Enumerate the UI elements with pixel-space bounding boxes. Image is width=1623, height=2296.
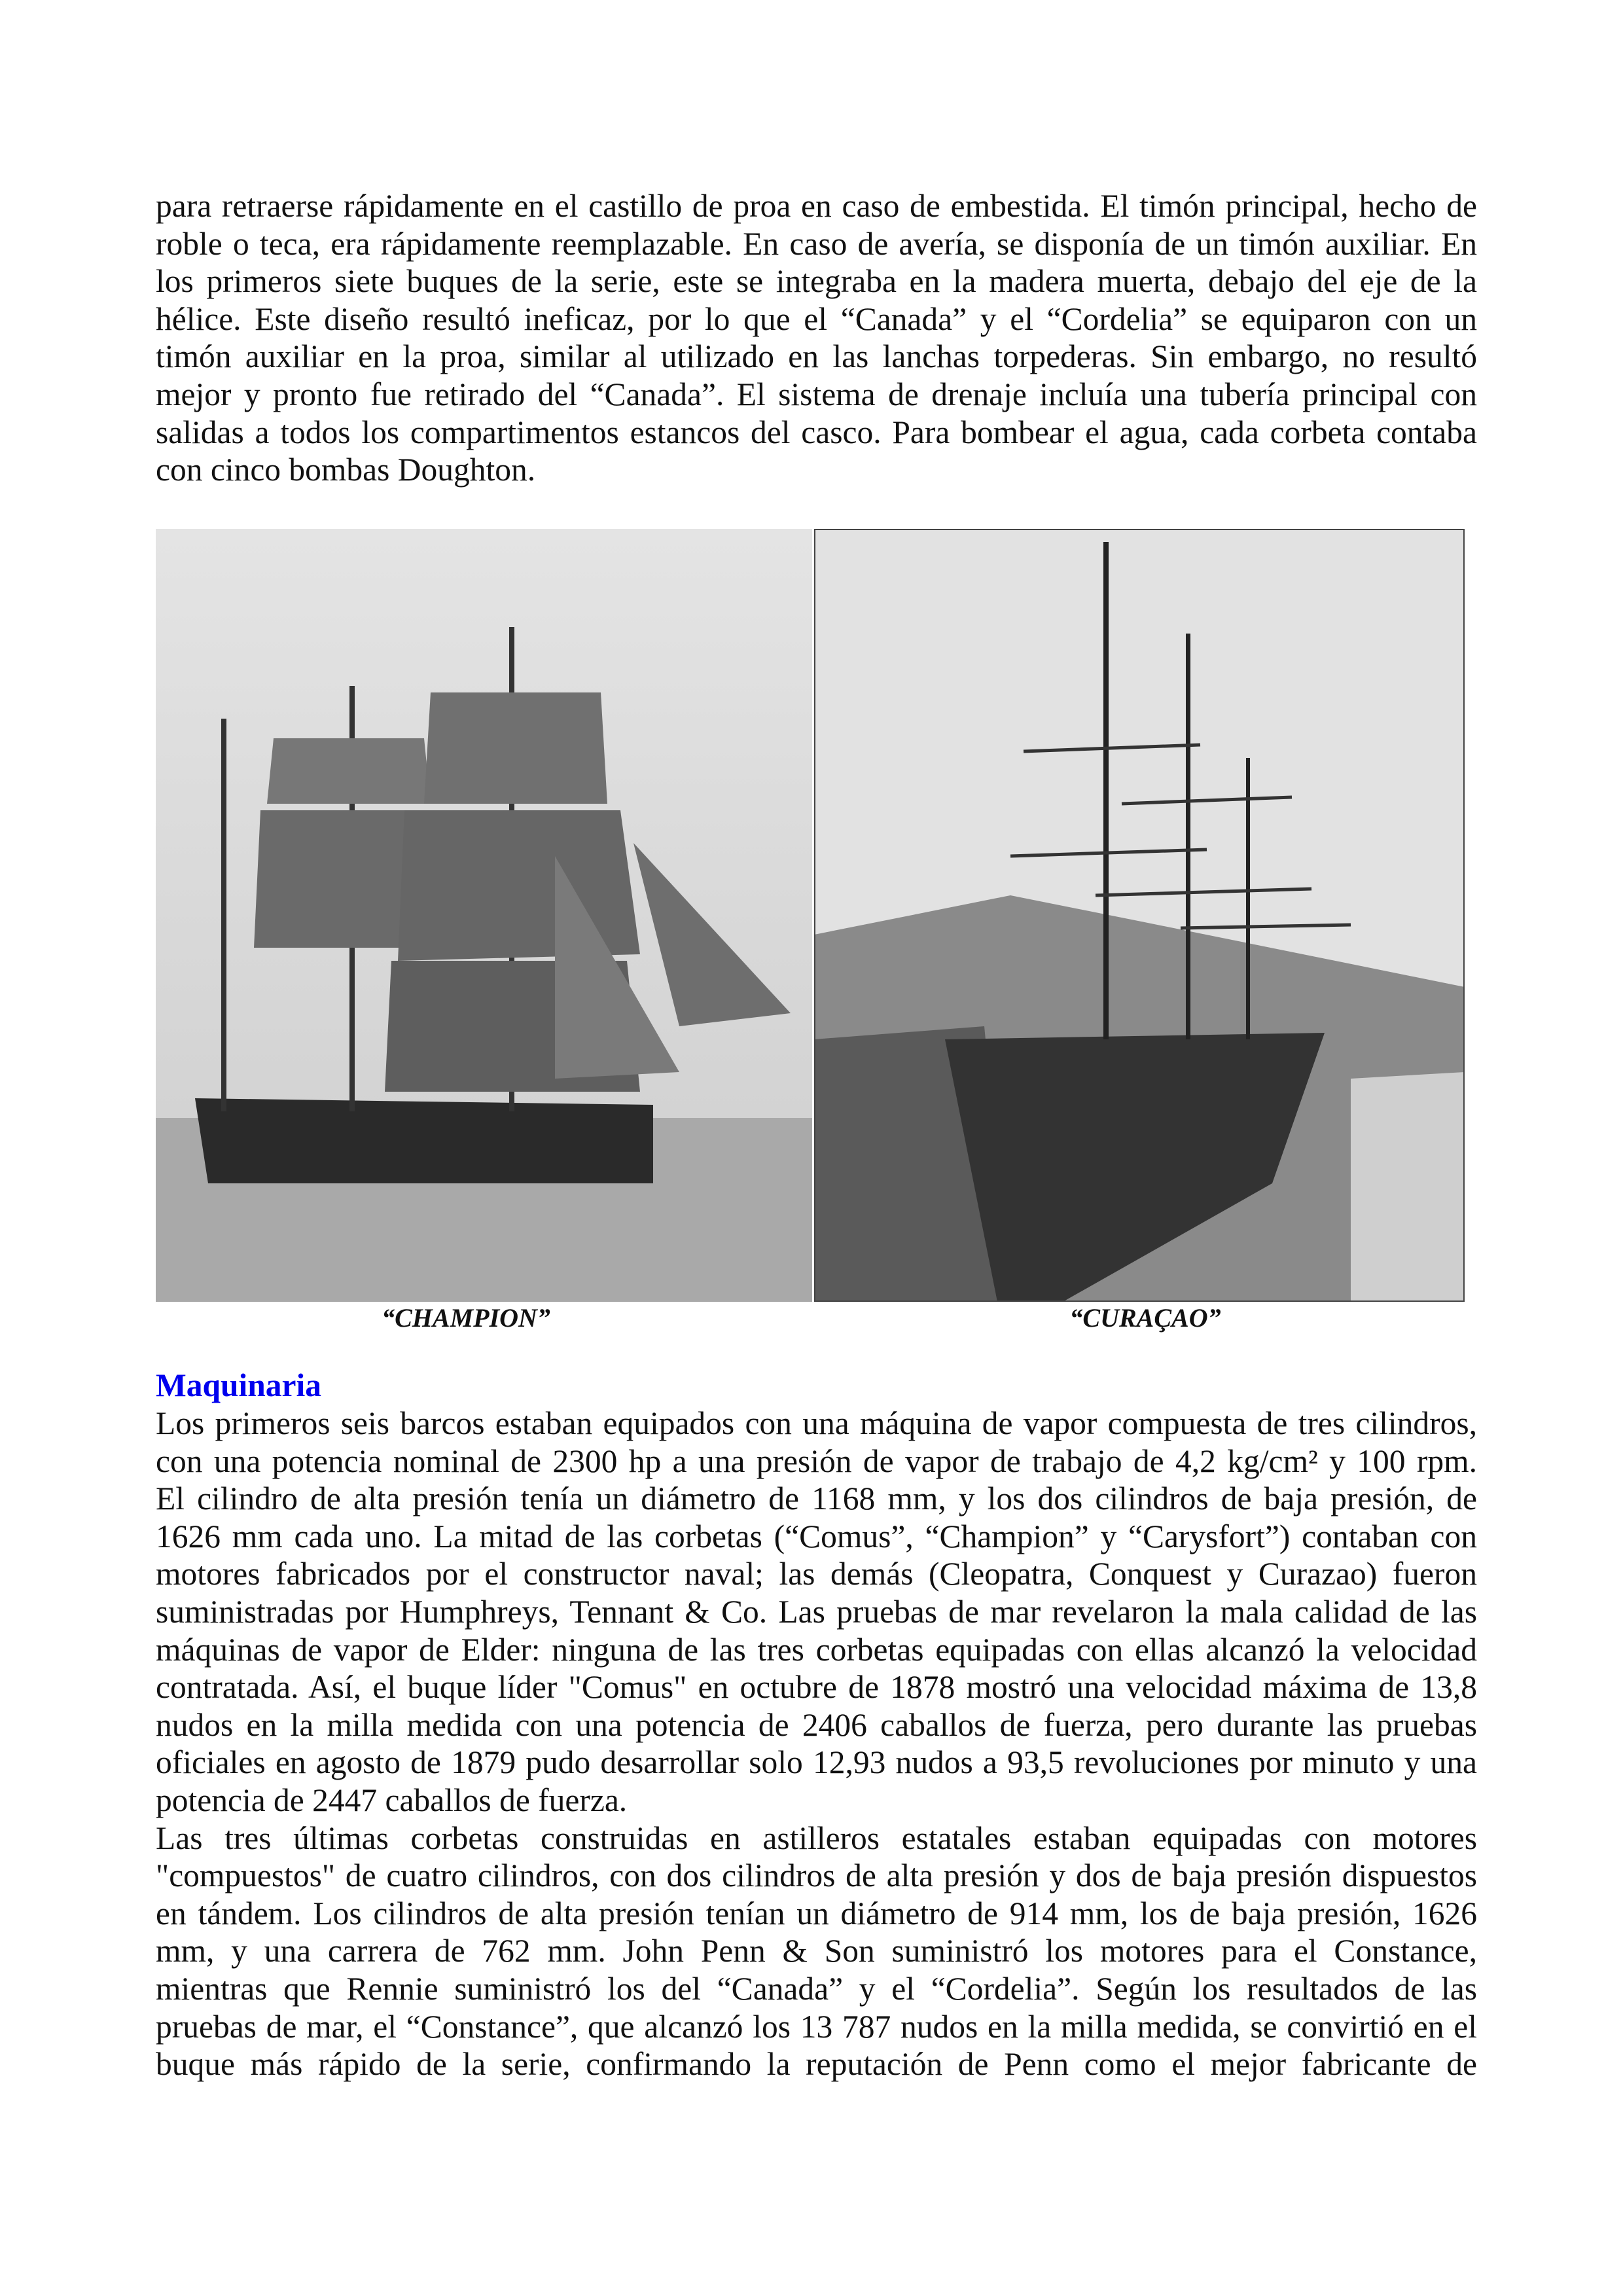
paragraph-machinery bbox=[156, 1405, 1477, 2083]
text-line: oficiales en agosto de 1879 pudo desarrollar solo 12,93 nudos a 93,5 revoluciones por minuto y una bbox=[156, 1744, 1477, 1781]
text-line: máquinas de vapor de Elder: ninguna de las tres corbetas equipadas con ellas alcanzó la velocidad bbox=[156, 1631, 1477, 1668]
text-line: suministradas por Humphreys, Tennant & Co. Las pruebas de mar revelaron la mala calidad de las bbox=[156, 1593, 1477, 1630]
text-line: nudos en la milla medida con una potencia de 2406 caballos de fuerza, pero durante las pruebas bbox=[156, 1706, 1477, 1743]
text-line: con cinco bombas Doughton. bbox=[156, 452, 536, 488]
champion-caption: “CHAMPION” bbox=[382, 1303, 550, 1333]
text-line: los primeros siete buques de la serie, este se integraba en la madera muerta, debajo del eje de la bbox=[156, 263, 1477, 300]
text-line: motores fabricados por el constructor naval; las demás (Cleopatra, Conquest y Curazao) fueron bbox=[156, 1556, 1477, 1592]
text-line: Los primeros seis barcos estaban equipados con una máquina de vapor compuesta de tres cilindros, bbox=[156, 1405, 1477, 1441]
text-line: mientras que Rennie suministró los del “Canada” y el “Cordelia”. Según los resultados de las bbox=[156, 1970, 1477, 2007]
text-line: Las tres últimas corbetas construidas en astilleros estatales estaban equipadas con motores bbox=[156, 1820, 1477, 1856]
text-line: potencia de 2447 caballos de fuerza. bbox=[156, 1782, 628, 1818]
text-line: con una potencia nominal de 2300 hp a una presión de vapor de trabajo de 4,2 kg/cm² y 100 rpm. bbox=[156, 1443, 1477, 1479]
text-line: El cilindro de alta presión tenía un diámetro de 1168 mm, y los dos cilindros de baja presión, de bbox=[156, 1480, 1477, 1517]
text-line: mm, y una carrera de 762 mm. John Penn & Son suministró los motores para el Constance, bbox=[156, 1933, 1477, 1969]
text-line: para retraerse rápidamente en el castillo de proa en caso de embestida. El timón principal, hecho de bbox=[156, 188, 1477, 224]
text-line: pruebas de mar, el “Constance”, que alcanzó los 13 787 nudos en la milla medida, se convirtió en el bbox=[156, 2008, 1477, 2045]
text-line: en tándem. Los cilindros de alta presión tenían un diámetro de 914 mm, los de baja presión, 1626 bbox=[156, 1895, 1477, 1931]
photo-pair bbox=[156, 529, 1465, 1302]
paragraph-rudder-drainage bbox=[156, 187, 1477, 489]
text-line: contratada. Así, el buque líder "Comus" en octubre de 1878 mostró una velocidad máxima de 13,8 bbox=[156, 1669, 1477, 1706]
curacao-ship-photo bbox=[814, 529, 1465, 1302]
text-line: 1626 mm cada uno. La mitad de las corbetas (“Comus”, “Champion” y “Carysfort”) contaban con bbox=[156, 1518, 1477, 1554]
section-heading-maquinaria: Maquinaria bbox=[156, 1367, 322, 1403]
text-line: "compuestos" de cuatro cilindros, con dos cilindros de alta presión y dos de baja presión dispuestos bbox=[156, 1857, 1477, 1894]
text-line: roble o teca, era rápidamente reemplazable. En caso de avería, se disponía de un timón auxiliar. En bbox=[156, 225, 1477, 262]
text-line: buque más rápido de la serie, confirmando la reputación de Penn como el mejor fabricante de bbox=[156, 2046, 1477, 2083]
text-line: timón auxiliar en la proa, similar al utilizado en las lanchas torpederas. Sin embargo, no resultó bbox=[156, 338, 1477, 375]
text-line: salidas a todos los compartimentos estancos del casco. Para bombear el agua, cada corbeta contaba bbox=[156, 414, 1477, 450]
curacao-caption: “CURAÇAO” bbox=[1069, 1303, 1221, 1333]
text-line: mejor y pronto fue retirado del “Canada”. El sistema de drenaje incluía una tubería principal con bbox=[156, 376, 1477, 412]
champion-ship-photo bbox=[156, 529, 812, 1302]
text-line: hélice. Este diseño resultó ineficaz, por lo que el “Canada” y el “Cordelia” se equiparon con un bbox=[156, 300, 1477, 337]
